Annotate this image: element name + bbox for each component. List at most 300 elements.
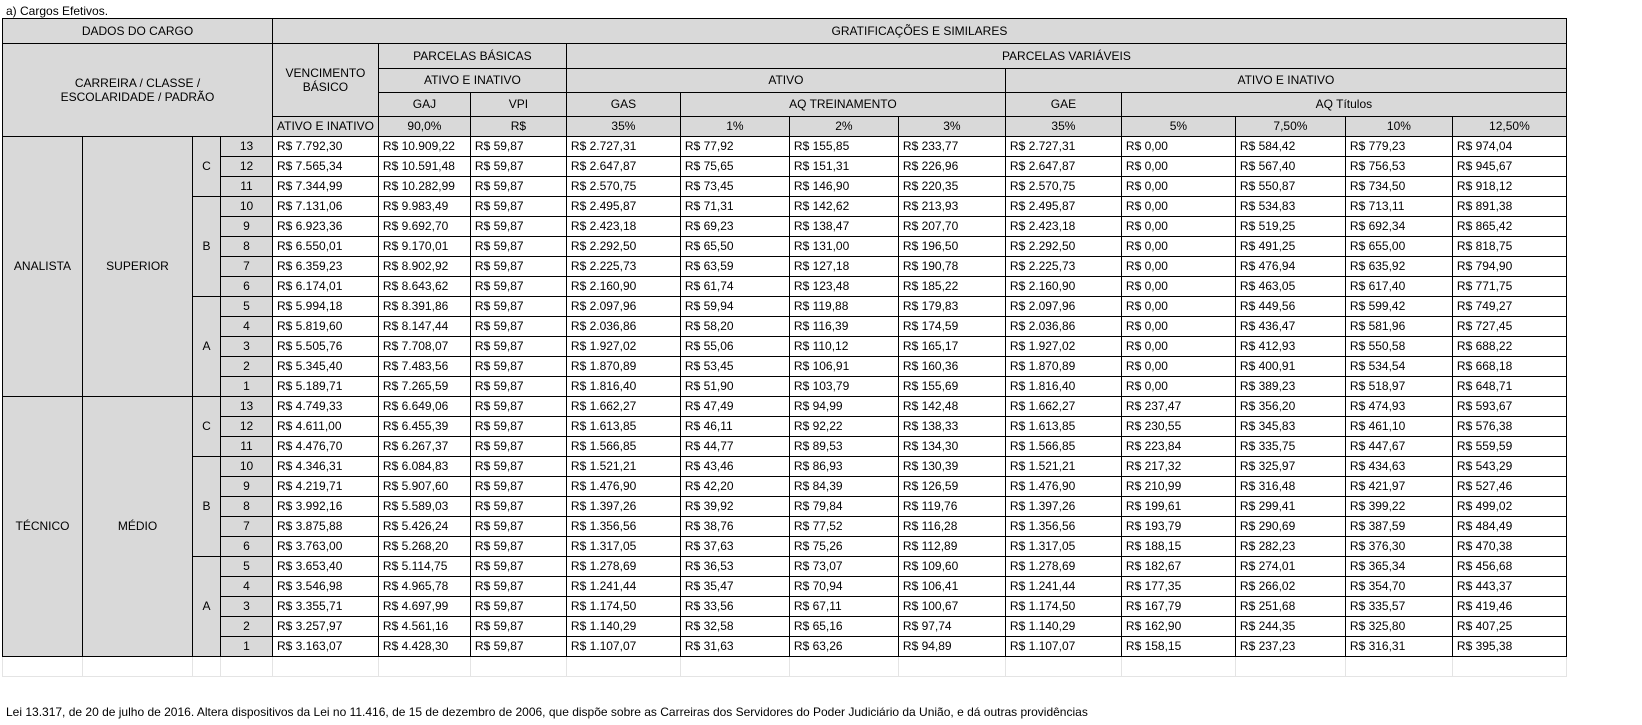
header-gae: GAE <box>1005 93 1121 117</box>
value-cell: R$ 266,02 <box>1235 577 1345 597</box>
padrao-cell: 1 <box>221 637 273 657</box>
empty-cell <box>273 657 379 677</box>
value-cell: R$ 5.907,60 <box>378 477 470 497</box>
value-cell: R$ 237,23 <box>1235 637 1345 657</box>
value-cell: R$ 59,87 <box>470 357 566 377</box>
header-aq-treinamento: AQ TREINAMENTO <box>680 93 1005 117</box>
value-cell: R$ 335,57 <box>1345 597 1452 617</box>
value-cell: R$ 59,87 <box>470 577 566 597</box>
value-cell: R$ 162,90 <box>1121 617 1235 637</box>
escolaridade-cell: MÉDIO <box>83 397 193 657</box>
header-vencimento-basico: VENCIMENTO BÁSICO <box>273 44 379 117</box>
value-cell: R$ 59,87 <box>470 377 566 397</box>
padrao-cell: 6 <box>221 277 273 297</box>
value-cell: R$ 335,75 <box>1235 437 1345 457</box>
value-cell: R$ 474,93 <box>1345 397 1452 417</box>
value-cell: R$ 749,27 <box>1452 297 1566 317</box>
value-cell: R$ 635,92 <box>1345 257 1452 277</box>
value-cell: R$ 1.870,89 <box>1005 357 1121 377</box>
header-parcelas-basicas: PARCELAS BÁSICAS <box>378 44 566 69</box>
empty-cell <box>470 657 566 677</box>
table-row <box>3 477 1567 497</box>
value-cell: R$ 10.591,48 <box>378 157 470 177</box>
value-cell: R$ 126,59 <box>898 477 1005 497</box>
value-cell: R$ 7.483,56 <box>378 357 470 377</box>
value-cell: R$ 42,20 <box>680 477 789 497</box>
value-cell: R$ 31,63 <box>680 637 789 657</box>
padrao-cell: 3 <box>221 597 273 617</box>
table-row <box>3 277 1567 297</box>
value-cell: R$ 92,22 <box>789 417 898 437</box>
value-cell: R$ 251,68 <box>1235 597 1345 617</box>
header-pct: 90,0% <box>378 117 470 137</box>
empty-cell <box>83 657 193 677</box>
empty-cell <box>1452 657 1566 677</box>
value-cell: R$ 419,46 <box>1452 597 1566 617</box>
value-cell: R$ 399,22 <box>1345 497 1452 517</box>
padrao-cell: 12 <box>221 157 273 177</box>
value-cell: R$ 94,89 <box>898 637 1005 657</box>
header-carreira: CARREIRA / CLASSE / ESCOLARIDADE / PADRÃO <box>3 44 273 137</box>
value-cell: R$ 1.613,85 <box>1005 417 1121 437</box>
value-cell: R$ 567,40 <box>1235 157 1345 177</box>
value-cell: R$ 299,41 <box>1235 497 1345 517</box>
table-row <box>3 597 1567 617</box>
table-row <box>3 237 1567 257</box>
table-row <box>3 617 1567 637</box>
padrao-cell: 7 <box>221 517 273 537</box>
value-cell: R$ 6.923,36 <box>273 217 379 237</box>
value-cell: R$ 5.589,03 <box>378 497 470 517</box>
value-cell: R$ 1.662,27 <box>566 397 680 417</box>
value-cell: R$ 316,31 <box>1345 637 1452 657</box>
value-cell: R$ 1.317,05 <box>1005 537 1121 557</box>
padrao-cell: 10 <box>221 197 273 217</box>
value-cell: R$ 499,02 <box>1452 497 1566 517</box>
value-cell: R$ 1.278,69 <box>1005 557 1121 577</box>
value-cell: R$ 131,00 <box>789 237 898 257</box>
empty-cell <box>1005 657 1121 677</box>
empty-cell <box>680 657 789 677</box>
empty-cell <box>378 657 470 677</box>
value-cell: R$ 10.282,99 <box>378 177 470 197</box>
table-row <box>3 457 1567 477</box>
table-row <box>3 537 1567 557</box>
value-cell: R$ 5.268,20 <box>378 537 470 557</box>
value-cell: R$ 2.160,90 <box>566 277 680 297</box>
value-cell: R$ 59,87 <box>470 137 566 157</box>
header-vpi: VPI <box>470 93 566 117</box>
value-cell: R$ 53,45 <box>680 357 789 377</box>
value-cell: R$ 196,50 <box>898 237 1005 257</box>
value-cell: R$ 9.692,70 <box>378 217 470 237</box>
value-cell: R$ 59,87 <box>470 417 566 437</box>
section-caption: a) Cargos Efetivos. <box>6 4 109 18</box>
empty-cell <box>193 657 221 677</box>
value-cell: R$ 527,46 <box>1452 477 1566 497</box>
value-cell: R$ 282,23 <box>1235 537 1345 557</box>
value-cell: R$ 945,67 <box>1452 157 1566 177</box>
escolaridade-cell: SUPERIOR <box>83 137 193 397</box>
value-cell: R$ 779,23 <box>1345 137 1452 157</box>
header-pct: R$ <box>470 117 566 137</box>
table-row <box>3 337 1567 357</box>
padrao-cell: 2 <box>221 357 273 377</box>
value-cell: R$ 33,56 <box>680 597 789 617</box>
value-cell: R$ 1.107,07 <box>566 637 680 657</box>
value-cell: R$ 59,87 <box>470 477 566 497</box>
value-cell: R$ 6.359,23 <box>273 257 379 277</box>
header-pct: 10% <box>1345 117 1452 137</box>
value-cell: R$ 756,53 <box>1345 157 1452 177</box>
table-row <box>3 357 1567 377</box>
padrao-cell: 13 <box>221 397 273 417</box>
value-cell: R$ 59,87 <box>470 337 566 357</box>
value-cell: R$ 2.423,18 <box>1005 217 1121 237</box>
value-cell: R$ 6.084,83 <box>378 457 470 477</box>
value-cell: R$ 0,00 <box>1121 217 1235 237</box>
value-cell: R$ 233,77 <box>898 137 1005 157</box>
value-cell: R$ 7.344,99 <box>273 177 379 197</box>
value-cell: R$ 550,87 <box>1235 177 1345 197</box>
classe-cell: B <box>193 197 221 297</box>
value-cell: R$ 389,23 <box>1235 377 1345 397</box>
value-cell: R$ 6.174,01 <box>273 277 379 297</box>
value-cell: R$ 470,38 <box>1452 537 1566 557</box>
value-cell: R$ 167,79 <box>1121 597 1235 617</box>
value-cell: R$ 217,32 <box>1121 457 1235 477</box>
padrao-cell: 8 <box>221 497 273 517</box>
value-cell: R$ 794,90 <box>1452 257 1566 277</box>
value-cell: R$ 534,83 <box>1235 197 1345 217</box>
value-cell: R$ 112,89 <box>898 537 1005 557</box>
value-cell: R$ 1.317,05 <box>566 537 680 557</box>
value-cell: R$ 77,92 <box>680 137 789 157</box>
header-gratificacoes: GRATIFICAÇÕES E SIMILARES <box>273 19 1567 44</box>
value-cell: R$ 3.257,97 <box>273 617 379 637</box>
value-cell: R$ 47,49 <box>680 397 789 417</box>
value-cell: R$ 207,70 <box>898 217 1005 237</box>
value-cell: R$ 3.546,98 <box>273 577 379 597</box>
value-cell: R$ 2.225,73 <box>566 257 680 277</box>
value-cell: R$ 5.189,71 <box>273 377 379 397</box>
value-cell: R$ 2.097,96 <box>1005 297 1121 317</box>
value-cell: R$ 456,68 <box>1452 557 1566 577</box>
value-cell: R$ 116,39 <box>789 317 898 337</box>
padrao-cell: 4 <box>221 317 273 337</box>
value-cell: R$ 5.345,40 <box>273 357 379 377</box>
value-cell: R$ 4.697,99 <box>378 597 470 617</box>
value-cell: R$ 345,83 <box>1235 417 1345 437</box>
value-cell: R$ 59,87 <box>470 197 566 217</box>
value-cell: R$ 3.355,71 <box>273 597 379 617</box>
value-cell: R$ 123,48 <box>789 277 898 297</box>
value-cell: R$ 1.476,90 <box>566 477 680 497</box>
table-body <box>3 137 1567 677</box>
value-cell: R$ 155,85 <box>789 137 898 157</box>
value-cell: R$ 3.875,88 <box>273 517 379 537</box>
value-cell: R$ 71,31 <box>680 197 789 217</box>
table-row <box>3 637 1567 657</box>
footer-citation: Lei 13.317, de 20 de julho de 2016. Altera dispositivos da Lei no 11.416, de 15 de dezembro de 2006, que dispõe sobre as Carreiras dos Servidores do Poder Judiciário da União, e dá outras providências <box>6 705 1088 719</box>
value-cell: R$ 2.727,31 <box>1005 137 1121 157</box>
value-cell: R$ 434,63 <box>1345 457 1452 477</box>
value-cell: R$ 655,00 <box>1345 237 1452 257</box>
empty-cell <box>789 657 898 677</box>
value-cell: R$ 146,90 <box>789 177 898 197</box>
value-cell: R$ 59,87 <box>470 537 566 557</box>
value-cell: R$ 491,25 <box>1235 237 1345 257</box>
value-cell: R$ 97,74 <box>898 617 1005 637</box>
value-cell: R$ 160,36 <box>898 357 1005 377</box>
value-cell: R$ 237,47 <box>1121 397 1235 417</box>
value-cell: R$ 109,60 <box>898 557 1005 577</box>
value-cell: R$ 395,38 <box>1452 637 1566 657</box>
value-cell: R$ 59,87 <box>470 237 566 257</box>
value-cell: R$ 59,94 <box>680 297 789 317</box>
value-cell: R$ 127,18 <box>789 257 898 277</box>
value-cell: R$ 138,47 <box>789 217 898 237</box>
value-cell: R$ 0,00 <box>1121 197 1235 217</box>
value-cell: R$ 325,80 <box>1345 617 1452 637</box>
value-cell: R$ 44,77 <box>680 437 789 457</box>
value-cell: R$ 177,35 <box>1121 577 1235 597</box>
value-cell: R$ 1.613,85 <box>566 417 680 437</box>
classe-cell: C <box>193 137 221 197</box>
value-cell: R$ 4.749,33 <box>273 397 379 417</box>
value-cell: R$ 10.909,22 <box>378 137 470 157</box>
value-cell: R$ 354,70 <box>1345 577 1452 597</box>
value-cell: R$ 1.476,90 <box>1005 477 1121 497</box>
value-cell: R$ 179,83 <box>898 297 1005 317</box>
value-cell: R$ 116,28 <box>898 517 1005 537</box>
value-cell: R$ 1.397,26 <box>566 497 680 517</box>
value-cell: R$ 0,00 <box>1121 377 1235 397</box>
value-cell: R$ 1.927,02 <box>1005 337 1121 357</box>
value-cell: R$ 84,39 <box>789 477 898 497</box>
padrao-cell: 6 <box>221 537 273 557</box>
padrao-cell: 11 <box>221 177 273 197</box>
value-cell: R$ 2.036,86 <box>1005 317 1121 337</box>
value-cell: R$ 534,54 <box>1345 357 1452 377</box>
table-row <box>3 257 1567 277</box>
value-cell: R$ 421,97 <box>1345 477 1452 497</box>
value-cell: R$ 106,41 <box>898 577 1005 597</box>
value-cell: R$ 63,26 <box>789 637 898 657</box>
value-cell: R$ 1.356,56 <box>1005 517 1121 537</box>
value-cell: R$ 2.570,75 <box>566 177 680 197</box>
value-cell: R$ 443,37 <box>1452 577 1566 597</box>
value-cell: R$ 59,87 <box>470 517 566 537</box>
value-cell: R$ 4.476,70 <box>273 437 379 457</box>
padrao-cell: 5 <box>221 557 273 577</box>
value-cell: R$ 316,48 <box>1235 477 1345 497</box>
padrao-cell: 13 <box>221 137 273 157</box>
padrao-cell: 7 <box>221 257 273 277</box>
empty-cell <box>1121 657 1235 677</box>
header-dados-do-cargo: DADOS DO CARGO <box>3 19 273 44</box>
value-cell: R$ 436,47 <box>1235 317 1345 337</box>
value-cell: R$ 8.147,44 <box>378 317 470 337</box>
header-pct: 2% <box>789 117 898 137</box>
empty-cell <box>3 657 83 677</box>
value-cell: R$ 174,59 <box>898 317 1005 337</box>
value-cell: R$ 1.927,02 <box>566 337 680 357</box>
padrao-cell: 8 <box>221 237 273 257</box>
padrao-cell: 10 <box>221 457 273 477</box>
header-pct: 1% <box>680 117 789 137</box>
value-cell: R$ 5.426,24 <box>378 517 470 537</box>
header-pct: 7,50% <box>1235 117 1345 137</box>
value-cell: R$ 110,12 <box>789 337 898 357</box>
value-cell: R$ 1.241,44 <box>566 577 680 597</box>
value-cell: R$ 400,91 <box>1235 357 1345 377</box>
value-cell: R$ 559,59 <box>1452 437 1566 457</box>
value-cell: R$ 75,26 <box>789 537 898 557</box>
value-cell: R$ 0,00 <box>1121 177 1235 197</box>
value-cell: R$ 519,25 <box>1235 217 1345 237</box>
value-cell: R$ 59,87 <box>470 257 566 277</box>
value-cell: R$ 2.727,31 <box>566 137 680 157</box>
value-cell: R$ 0,00 <box>1121 337 1235 357</box>
value-cell: R$ 210,99 <box>1121 477 1235 497</box>
header-pct: 12,50% <box>1452 117 1566 137</box>
value-cell: R$ 59,87 <box>470 297 566 317</box>
value-cell: R$ 9.983,49 <box>378 197 470 217</box>
value-cell: R$ 1.356,56 <box>566 517 680 537</box>
value-cell: R$ 7.131,06 <box>273 197 379 217</box>
value-cell: R$ 1.174,50 <box>1005 597 1121 617</box>
value-cell: R$ 2.647,87 <box>1005 157 1121 177</box>
table-row <box>3 137 1567 157</box>
value-cell: R$ 213,93 <box>898 197 1005 217</box>
value-cell: R$ 0,00 <box>1121 157 1235 177</box>
value-cell: R$ 584,42 <box>1235 137 1345 157</box>
padrao-cell: 9 <box>221 477 273 497</box>
header-gas: GAS <box>566 93 680 117</box>
value-cell: R$ 1.397,26 <box>1005 497 1121 517</box>
value-cell: R$ 94,99 <box>789 397 898 417</box>
padrao-cell: 5 <box>221 297 273 317</box>
value-cell: R$ 0,00 <box>1121 297 1235 317</box>
value-cell: R$ 727,45 <box>1452 317 1566 337</box>
value-cell: R$ 1.140,29 <box>1005 617 1121 637</box>
value-cell: R$ 65,16 <box>789 617 898 637</box>
table-row <box>3 377 1567 397</box>
table-row <box>3 217 1567 237</box>
value-cell: R$ 8.902,92 <box>378 257 470 277</box>
value-cell: R$ 199,61 <box>1121 497 1235 517</box>
value-cell: R$ 59,87 <box>470 597 566 617</box>
header-ativo-e-inativo: ATIVO E INATIVO <box>378 69 566 93</box>
value-cell: R$ 2.225,73 <box>1005 257 1121 277</box>
empty-cell <box>1345 657 1452 677</box>
value-cell: R$ 2.160,90 <box>1005 277 1121 297</box>
value-cell: R$ 461,10 <box>1345 417 1452 437</box>
value-cell: R$ 138,33 <box>898 417 1005 437</box>
padrao-cell: 2 <box>221 617 273 637</box>
table-row <box>3 497 1567 517</box>
empty-cell <box>1235 657 1345 677</box>
value-cell: R$ 2.570,75 <box>1005 177 1121 197</box>
value-cell: R$ 0,00 <box>1121 137 1235 157</box>
value-cell: R$ 918,12 <box>1452 177 1566 197</box>
padrao-cell: 3 <box>221 337 273 357</box>
value-cell: R$ 818,75 <box>1452 237 1566 257</box>
value-cell: R$ 518,97 <box>1345 377 1452 397</box>
value-cell: R$ 2.495,87 <box>566 197 680 217</box>
value-cell: R$ 188,15 <box>1121 537 1235 557</box>
value-cell: R$ 59,87 <box>470 457 566 477</box>
value-cell: R$ 8.391,86 <box>378 297 470 317</box>
value-cell: R$ 220,35 <box>898 177 1005 197</box>
table-row <box>3 557 1567 577</box>
value-cell: R$ 73,45 <box>680 177 789 197</box>
value-cell: R$ 4.965,78 <box>378 577 470 597</box>
value-cell: R$ 2.036,86 <box>566 317 680 337</box>
classe-cell: C <box>193 397 221 457</box>
value-cell: R$ 4.346,31 <box>273 457 379 477</box>
value-cell: R$ 190,78 <box>898 257 1005 277</box>
padrao-cell: 9 <box>221 217 273 237</box>
header-pct: 35% <box>1005 117 1121 137</box>
value-cell: R$ 6.649,06 <box>378 397 470 417</box>
value-cell: R$ 58,20 <box>680 317 789 337</box>
value-cell: R$ 2.097,96 <box>566 297 680 317</box>
value-cell: R$ 688,22 <box>1452 337 1566 357</box>
value-cell: R$ 4.611,00 <box>273 417 379 437</box>
empty-cell <box>221 657 273 677</box>
value-cell: R$ 79,84 <box>789 497 898 517</box>
empty-cell <box>898 657 1005 677</box>
header-pct: 35% <box>566 117 680 137</box>
value-cell: R$ 648,71 <box>1452 377 1566 397</box>
value-cell: R$ 130,39 <box>898 457 1005 477</box>
value-cell: R$ 1.566,85 <box>1005 437 1121 457</box>
value-cell: R$ 142,62 <box>789 197 898 217</box>
value-cell: R$ 2.495,87 <box>1005 197 1121 217</box>
value-cell: R$ 61,74 <box>680 277 789 297</box>
value-cell: R$ 165,17 <box>898 337 1005 357</box>
value-cell: R$ 476,94 <box>1235 257 1345 277</box>
value-cell: R$ 59,87 <box>470 177 566 197</box>
value-cell: R$ 230,55 <box>1121 417 1235 437</box>
value-cell: R$ 185,22 <box>898 277 1005 297</box>
value-cell: R$ 2.292,50 <box>566 237 680 257</box>
empty-cell <box>566 657 680 677</box>
salary-table <box>2 18 1567 677</box>
classe-cell: A <box>193 297 221 397</box>
value-cell: R$ 103,79 <box>789 377 898 397</box>
value-cell: R$ 3.992,16 <box>273 497 379 517</box>
value-cell: R$ 2.292,50 <box>1005 237 1121 257</box>
table-row <box>3 157 1567 177</box>
value-cell: R$ 2.647,87 <box>566 157 680 177</box>
value-cell: R$ 77,52 <box>789 517 898 537</box>
value-cell: R$ 65,50 <box>680 237 789 257</box>
value-cell: R$ 0,00 <box>1121 257 1235 277</box>
value-cell: R$ 356,20 <box>1235 397 1345 417</box>
value-cell: R$ 43,46 <box>680 457 789 477</box>
value-cell: R$ 412,93 <box>1235 337 1345 357</box>
value-cell: R$ 376,30 <box>1345 537 1452 557</box>
value-cell: R$ 35,47 <box>680 577 789 597</box>
value-cell: R$ 51,90 <box>680 377 789 397</box>
value-cell: R$ 1.566,85 <box>566 437 680 457</box>
table-row <box>3 417 1567 437</box>
value-cell: R$ 1.107,07 <box>1005 637 1121 657</box>
value-cell: R$ 36,53 <box>680 557 789 577</box>
